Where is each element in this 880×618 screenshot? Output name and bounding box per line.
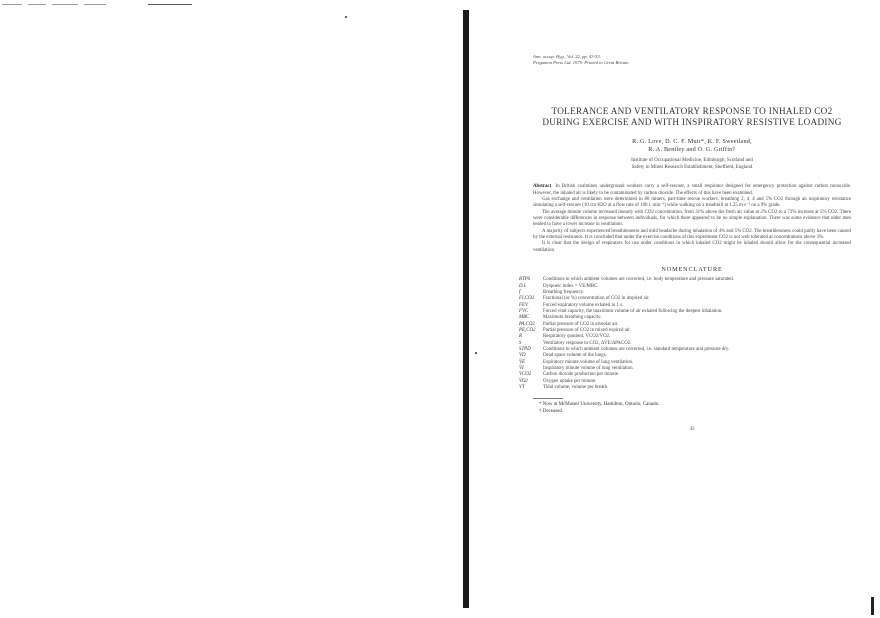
abstract-paragraph: Gas exchange and ventilation were determined in 80 miners, part-time rescue workers, breathing 2, 4, 4 and 5% CO2 through an inspiratory resistance simulating a self-rescuer (10 cm H2O at a flow rate of 100 l. min⁻¹) while walking on a treadmill at 1.25 m s⁻¹ on a 9% grade. [533,197,851,209]
nomenclature-definition: Partial pressure of CO2 in alveolar air. [543,321,619,327]
abstract-paragraph: The average minute volume increased linearly with CO2 concentration, from 31% above the fresh air value at 2% CO2 to a 73% increase at 5% CO2. There were considerable differences in response between individuals, for which there appeared to be no simple explanation. There was some evidence that older men tended to have a lower increase in ventilation. [533,209,851,228]
scan-mark [28,4,46,5]
nomenclature-symbol: V̇E [519,359,525,365]
affiliation-line-1: Institute of Occupational Medicine, Edinburgh, Scotland and [631,158,753,164]
page-number: 43 [689,426,695,432]
nomenclature-definition: Ventilatory response to CO2, ΔV̇E/ΔPACO2. [543,340,632,346]
nomenclature-symbol: PE,CO2 [519,327,536,333]
nomenclature-row [519,385,851,391]
nomenclature-definition: Inspiratory minute volume of lung ventilation. [543,365,634,371]
nomenclature-definition: Forced vital capacity, the maximum volume of air exhaled following the deepest inhalation. [543,308,723,314]
nomenclature-list [519,277,851,391]
nomenclature-heading: NOMENCLATURE [661,266,723,274]
nomenclature-symbol: D.I. [519,283,527,289]
nomenclature-definition: Partial pressure of CO2 in mixed expired air. [543,327,631,333]
nomenclature-definition: Conditions to which ambient volumes are corrected, i.e. body temperature and pressure saturated. [543,277,734,283]
nomenclature-symbol: VD [519,353,526,359]
scan-mark [2,4,22,5]
nomenclature-definition: Carbon dioxide production per minute. [543,372,620,378]
nomenclature-symbol: PA,CO2 [519,321,535,327]
nomenclature-definition: Dead space volume of the lungs. [543,353,607,359]
page-edge-mark [871,597,874,615]
affiliations [533,158,851,171]
scan-mark [148,4,192,5]
nomenclature-definition: Oxygen uptake per minute. [543,378,597,384]
nomenclature-definition: Dyspneic index = V̇E/MBC. [543,283,599,289]
author-list [533,138,851,154]
nomenclature-symbol: FI,CO2 [519,296,535,302]
nomenclature-symbol: V̇O2 [519,378,528,384]
nomenclature-definition: Forced expiratory volume exhaled in 1 s. [543,302,624,308]
nomenclature-symbol: STPD [519,346,531,352]
nomenclature-symbol: S [519,340,522,346]
book-gutter [463,10,469,608]
journal-info [533,54,851,65]
authors-line-2: R. A. Bentley and O. G. Griffin† [648,146,736,154]
nomenclature-definition: Tidal volume, volume per breath. [543,385,609,390]
paper-title: TOLERANCE AND VENTILATORY RESPONSE TO INHALED CO2 DURING EXERCISE AND WITH INSPIRATORY RESISTIVE LOADING [542,106,842,128]
footnote-rule [533,398,563,399]
footnotes [533,402,851,415]
affiliation-line-2: Safety in Mines Research Establishment, Sheffield, England [631,164,753,170]
journal-citation: Ann. occup. Hyg., Vol. 22, pp. 43-53. [533,54,601,59]
abstract-paragraph: Abstract In British coalmines underground workers carry a self-rescuer, a small respirator designed for emergency protection against carbon monoxide. However, the inhaled air is likely to be contaminated by carbon dioxide. The effects of this have been examined. [533,184,851,196]
footnote-affiliation: * Now at McMaster University, Hamilton, Ontario, Canada. [539,402,660,408]
abstract-label: Abstract [533,184,552,190]
paper-page [519,54,851,432]
abstract-paragraph: A majority of subjects experienced breathlessness and mild headache during inhalation of 4% and 5% CO2. The breathlessness could partly have been caused by the external resistance. It is concluded that under the exercise conditions of this experiment CO2 is not well tolerated at concentrations above 3%. [533,228,851,241]
authors-line-1: R. G. Love, D. C. F. Muir*, K. F. Sweetland, [632,138,752,146]
nomenclature-definition: Respiratory quotient, V̇CO2/V̇O2. [543,334,611,340]
scan-speck [475,352,477,354]
journal-publisher: Pergamon Press Ltd. 1979. Printed in Great Britain [533,59,629,65]
nomenclature-symbol: V̇CO2 [519,372,532,378]
scan-speck [345,16,347,18]
nomenclature-symbol: FEV [519,302,528,308]
nomenclature-symbol: VT [519,385,525,390]
nomenclature-symbol: R [519,334,522,340]
nomenclature-symbol: V̇I [519,365,524,371]
abstract [533,184,851,254]
nomenclature-definition: Breathing frequency. [543,289,584,295]
nomenclature-symbol: BTPS [519,277,531,283]
footnote-deceased: † Deceased. [539,408,564,414]
scan-mark [84,4,106,5]
nomenclature-definition: Maximum breathing capacity. [543,315,602,321]
nomenclature-definition: Conditions to which ambient volumes are corrected, i.e. standard temperature and pressure dry. [543,346,730,352]
nomenclature-definition: Expiratory minute volume of lung ventilation. [543,359,634,365]
scan-mark [52,4,78,5]
abstract-paragraph: It is clear that the design of respirators for use under conditions in which inhaled CO2 might be inhaled should allow for the consequential increased ventilation. [533,241,851,253]
nomenclature-definition: Fractional (or %) concentration of CO2 in inspired air. [543,296,650,302]
nomenclature-symbol: MBC [519,315,530,321]
nomenclature-symbol: FVC [519,308,529,314]
nomenclature-symbol: f [519,289,521,295]
